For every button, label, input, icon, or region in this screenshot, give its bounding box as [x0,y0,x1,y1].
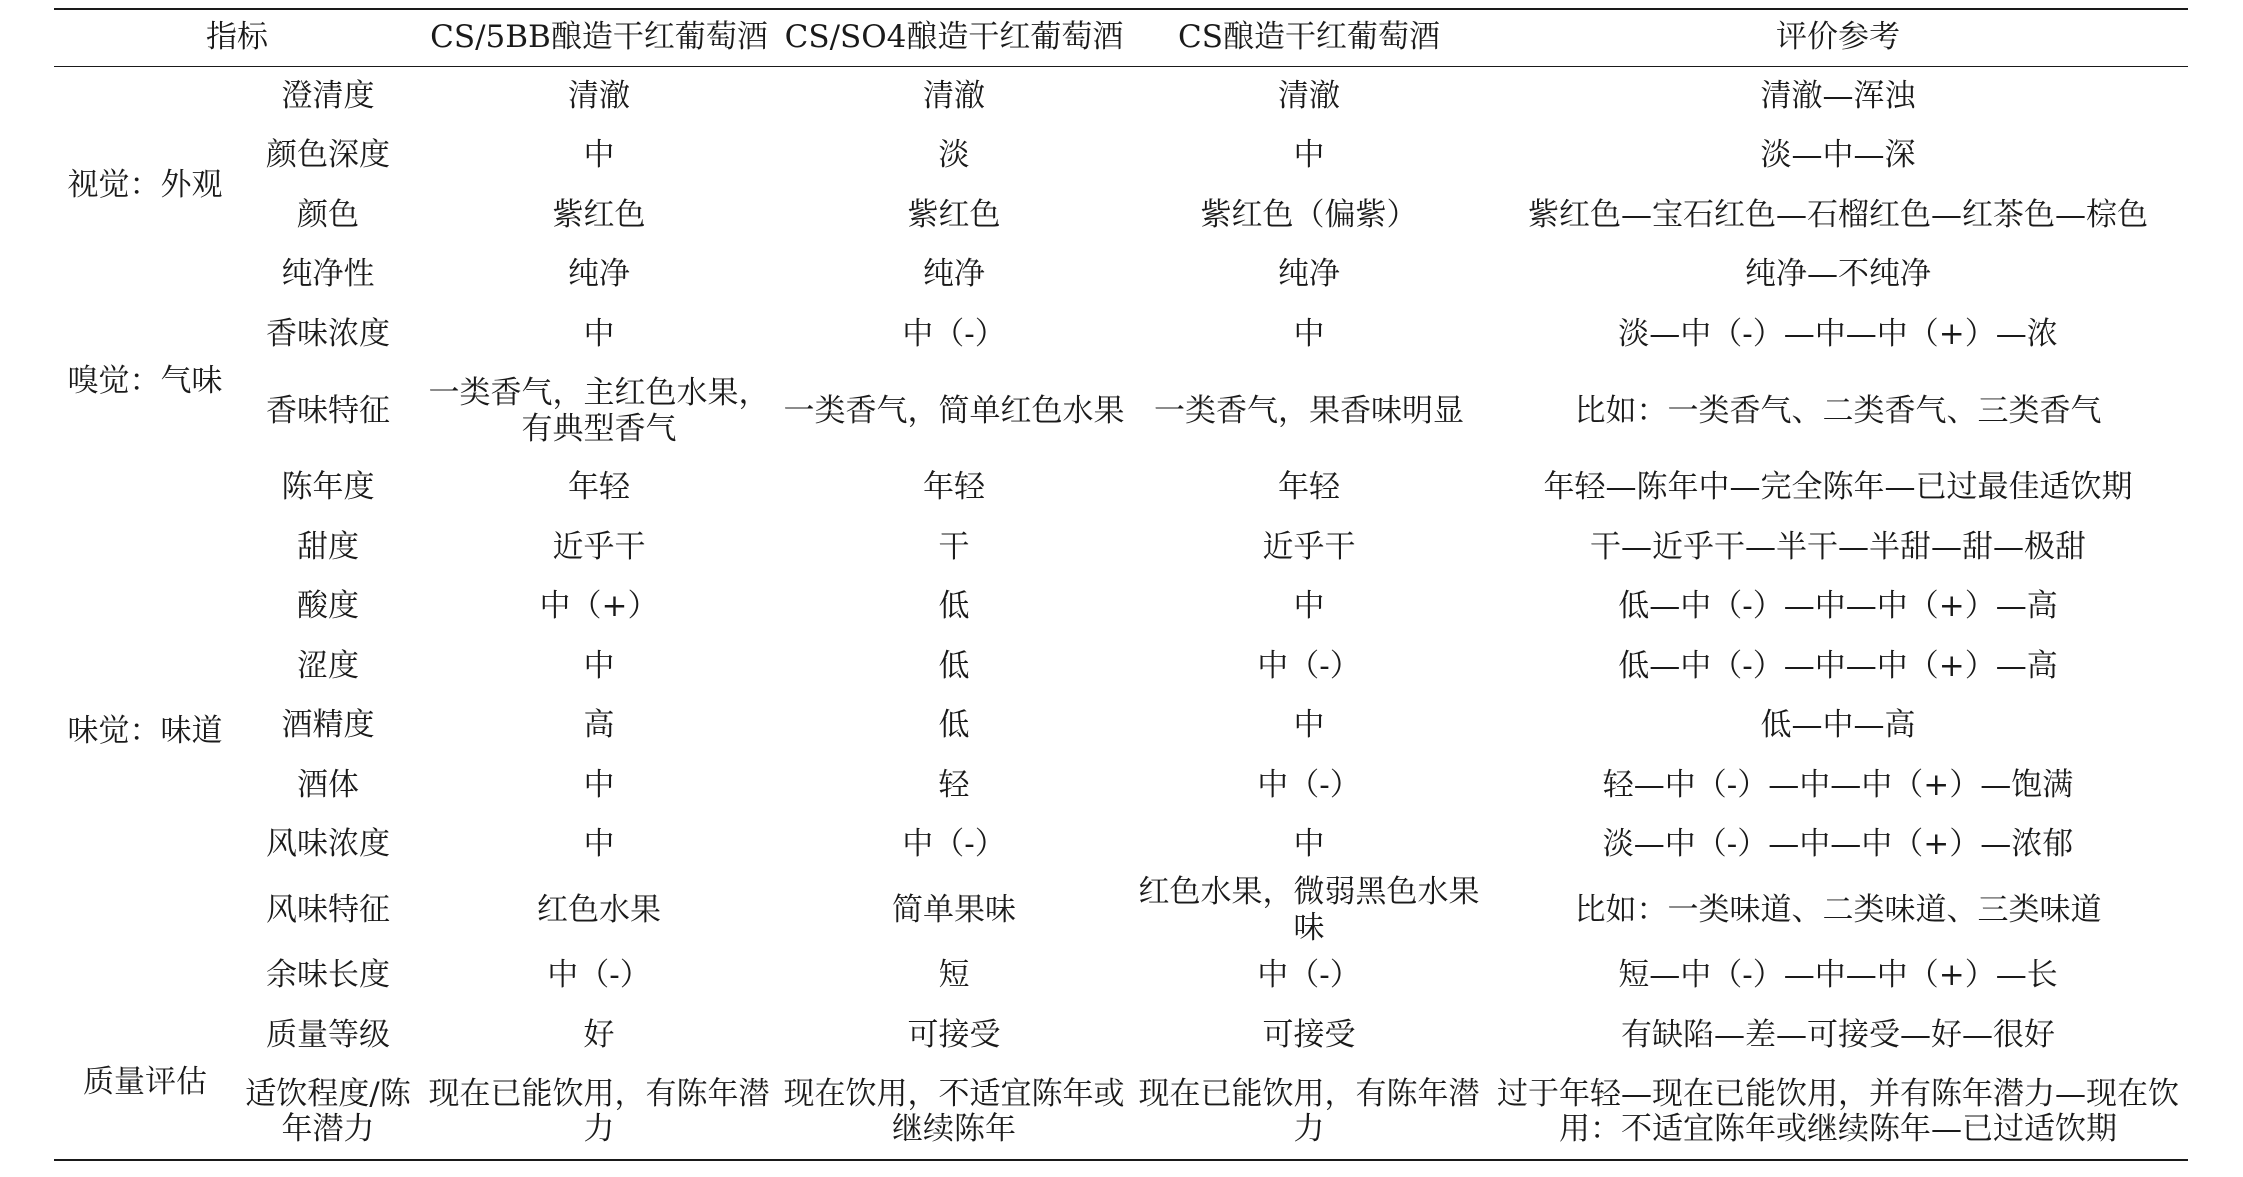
table-row [54,756,2188,816]
value-cs: 清澈 [1278,77,1340,114]
indicator-cell: 风味浓度 [266,826,390,863]
value-reference: 比如：一类味道、二类味道、三类味道 [1574,891,2102,928]
value-reference: 紫红色—宝石红色—石榴红色—红茶色—棕色 [1528,196,2148,233]
table-row [54,637,2188,697]
value-cs-5bb: 中 [583,647,615,684]
value-cs: 红色水果，微弱黑色水果味 [1138,874,1480,946]
indicator-cell: 涩度 [297,647,359,684]
value-cs-so4: 简单果味 [892,891,1016,928]
value-cs: 纯净 [1278,256,1340,293]
indicator-cell: 质量等级 [266,1016,390,1053]
value-reference: 短—中（-）—中—中（+）—长 [1618,957,2058,994]
table-row [54,875,2188,946]
header-category: 指标 [54,9,420,67]
header-cs-5bb: CS/5BB酿造干红葡萄酒 [420,9,778,67]
value-reference: 清澈—浑浊 [1760,77,1916,114]
table-row [54,1006,2188,1066]
value-cs: 紫红色（偏紫） [1200,196,1418,233]
table-header-row [54,9,2188,67]
value-cs-so4: 现在饮用，不适宜陈年或继续陈年 [778,1065,1130,1160]
value-reference: 过于年轻—现在已能饮用，并有陈年潜力—现在饮用：不适宜陈年或继续陈年—已过适饮期 [1488,1065,2188,1160]
value-cs: 中（-） [1257,647,1361,684]
indicator-cell: 甜度 [297,528,359,565]
value-reference: 淡—中（-）—中—中（+）—浓郁 [1602,826,2074,863]
value-cs: 中 [1293,826,1325,863]
value-cs-so4: 轻 [938,766,970,803]
value-cs-so4: 紫红色 [907,196,1001,233]
value-reference: 轻—中（-）—中—中（+）—饱满 [1602,766,2074,803]
value-cs-5bb: 中 [583,315,615,352]
table-row [54,578,2188,638]
table-row [54,946,2188,1006]
value-cs-5bb: 现在已能饮用，有陈年潜力 [420,1065,778,1160]
value-cs: 一类香气，果香味明显 [1154,392,1464,429]
value-reference: 有缺陷—差—可接受—好—很好 [1621,1016,2055,1053]
value-cs-so4: 低 [938,588,970,625]
indicator-cell: 余味长度 [266,957,390,994]
value-cs-so4: 中（-） [902,826,1006,863]
table-row [54,518,2188,578]
value-cs-5bb: 高 [583,707,615,744]
table-row [54,697,2188,757]
value-reference: 低—中（-）—中—中（+）—高 [1618,647,2058,684]
value-cs-5bb: 中 [583,137,615,174]
value-cs: 现在已能饮用，有陈年潜力 [1130,1065,1488,1160]
value-cs: 中 [1293,137,1325,174]
value-cs: 中 [1293,707,1325,744]
table-row [54,186,2188,246]
table-row [54,816,2188,876]
value-cs: 中（-） [1257,766,1361,803]
value-cs-so4: 纯净 [923,256,985,293]
value-cs-so4: 一类香气，简单红色水果 [783,392,1125,429]
value-cs: 年轻 [1278,469,1340,506]
value-cs-5bb: 纯净 [568,256,630,293]
wine-evaluation-table [54,8,2188,1161]
group-taste: 味觉：味道 [67,713,223,750]
table-row [54,127,2188,187]
value-cs-5bb: 红色水果 [537,891,661,928]
value-cs-5bb: 紫红色 [552,196,646,233]
value-reference: 淡—中—深 [1760,137,1916,174]
value-reference: 纯净—不纯净 [1745,256,1931,293]
indicator-cell: 颜色 [297,196,359,233]
value-cs: 中 [1293,315,1325,352]
value-cs-5bb: 中（-） [547,957,651,994]
value-reference: 低—中—高 [1760,707,1916,744]
header-cs-so4: CS/SO4酿造干红葡萄酒 [778,9,1130,67]
indicator-cell: 酸度 [297,588,359,625]
table-row [54,305,2188,365]
value-cs-5bb: 好 [583,1016,615,1053]
value-cs-5bb: 中 [583,766,615,803]
indicator-cell: 颜色深度 [266,137,390,174]
header-cs: CS酿造干红葡萄酒 [1130,9,1488,67]
value-cs-so4: 清澈 [923,77,985,114]
value-reference: 淡—中（-）—中—中（+）—浓 [1618,315,2058,352]
indicator-cell: 澄清度 [281,77,375,114]
indicator-cell: 风味特征 [266,891,390,928]
value-cs-5bb: 清澈 [568,77,630,114]
value-cs-5bb: 年轻 [568,469,630,506]
table-row [54,67,2188,127]
value-cs-so4: 中（-） [902,315,1006,352]
value-cs: 中（-） [1257,957,1361,994]
value-cs-5bb: 中 [583,826,615,863]
value-reference: 干—近乎干—半干—半甜—甜—极甜 [1590,528,2086,565]
value-cs-so4: 短 [938,957,970,994]
indicator-cell: 酒精度 [281,707,375,744]
indicator-cell: 香味浓度 [266,315,390,352]
table-row [54,246,2188,306]
table-row [54,1065,2188,1160]
group-visual: 视觉：外观 [67,167,223,204]
value-cs-5bb: 一类香气，主红色水果，有典型香气 [428,374,770,447]
value-reference: 比如：一类香气、二类香气、三类香气 [1574,392,2102,429]
indicator-cell: 适饮程度/陈年潜力 [236,1065,420,1160]
indicator-cell: 陈年度 [281,469,375,506]
value-cs: 近乎干 [1262,528,1356,565]
value-cs-5bb: 近乎干 [552,528,646,565]
group-olfactory: 嗅觉：气味 [67,362,223,399]
header-reference: 评价参考 [1488,9,2188,67]
wine-evaluation-table-wrapper [54,8,2188,1161]
indicator-cell: 纯净性 [281,256,375,293]
group-quality: 质量评估 [54,1006,236,1161]
value-cs-so4: 干 [938,528,970,565]
indicator-cell: 香味特征 [266,392,390,429]
value-cs-so4: 淡 [938,137,970,174]
value-cs: 可接受 [1262,1016,1356,1053]
table-row [54,459,2188,519]
value-cs-5bb: 中（+） [539,588,659,625]
value-cs-so4: 年轻 [923,469,985,506]
value-cs-so4: 低 [938,647,970,684]
value-cs-so4: 可接受 [907,1016,1001,1053]
indicator-cell: 酒体 [297,766,359,803]
value-cs-so4: 低 [938,707,970,744]
value-reference: 低—中（-）—中—中（+）—高 [1618,588,2058,625]
value-cs: 中 [1293,588,1325,625]
value-reference: 年轻—陈年中—完全陈年—已过最佳适饮期 [1543,469,2133,506]
table-row [54,365,2188,459]
